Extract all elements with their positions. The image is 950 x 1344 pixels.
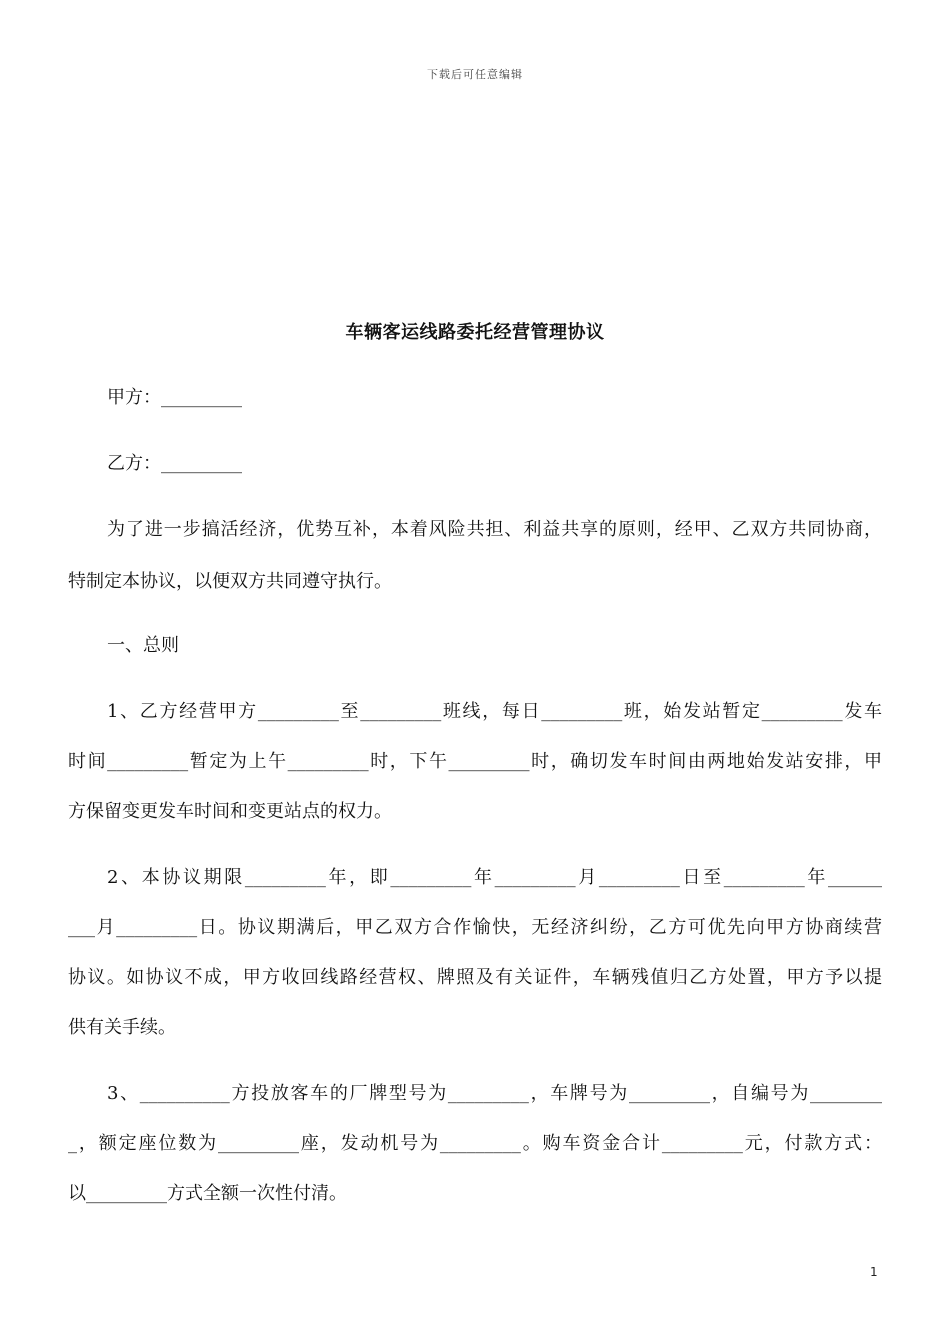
page-number: 1 [870, 1265, 878, 1279]
party-b-line: 乙方：_________ [107, 453, 242, 474]
clause-line: 协议。如协议不成，甲方收回线路经营权、牌照及有关证件，车辆残值归乙方处置，甲方予以提 [68, 967, 882, 988]
header-note: 下载后可任意编辑 [427, 68, 523, 81]
clause-line: 以_________方式全额一次性付清。 [68, 1183, 347, 1204]
clause-line: 2、本协议期限_________年，即_________年_________月_________日至_________年______ [107, 867, 882, 888]
clause-line: 方保留变更发车时间和变更站点的权力。 [68, 801, 392, 822]
party-a-line: 甲方：_________ [107, 387, 242, 408]
document-title: 车辆客运线路委托经营管理协议 [345, 322, 605, 343]
clause-line: ___月_________日。协议期满后，甲乙双方合作愉快，无经济纠纷，乙方可优先向甲方协商续营 [68, 917, 882, 938]
clause-line: 3、__________方投放客车的厂牌型号为_________，车牌号为_________，自编号为________ [107, 1083, 882, 1104]
clause-line: 1、乙方经营甲方_________至_________班线，每日_________班，始发站暂定_________发车 [107, 701, 882, 722]
clause-line: 时间_________暂定为上午_________时，下午_________时，确切发车时间由两地始发站安排，甲 [68, 751, 882, 772]
clause-line: 供有关手续。 [68, 1017, 176, 1038]
section-heading: 一、总则 [107, 635, 179, 656]
intro-line: 特制定本协议，以便双方共同遵守执行。 [68, 571, 392, 592]
clause-line: _，额定座位数为_________座，发动机号为_________。购车资金合计_________元，付款方式： [68, 1133, 882, 1154]
intro-line: 为了进一步搞活经济，优势互补，本着风险共担、利益共享的原则，经甲、乙双方共同协商， [107, 519, 882, 540]
